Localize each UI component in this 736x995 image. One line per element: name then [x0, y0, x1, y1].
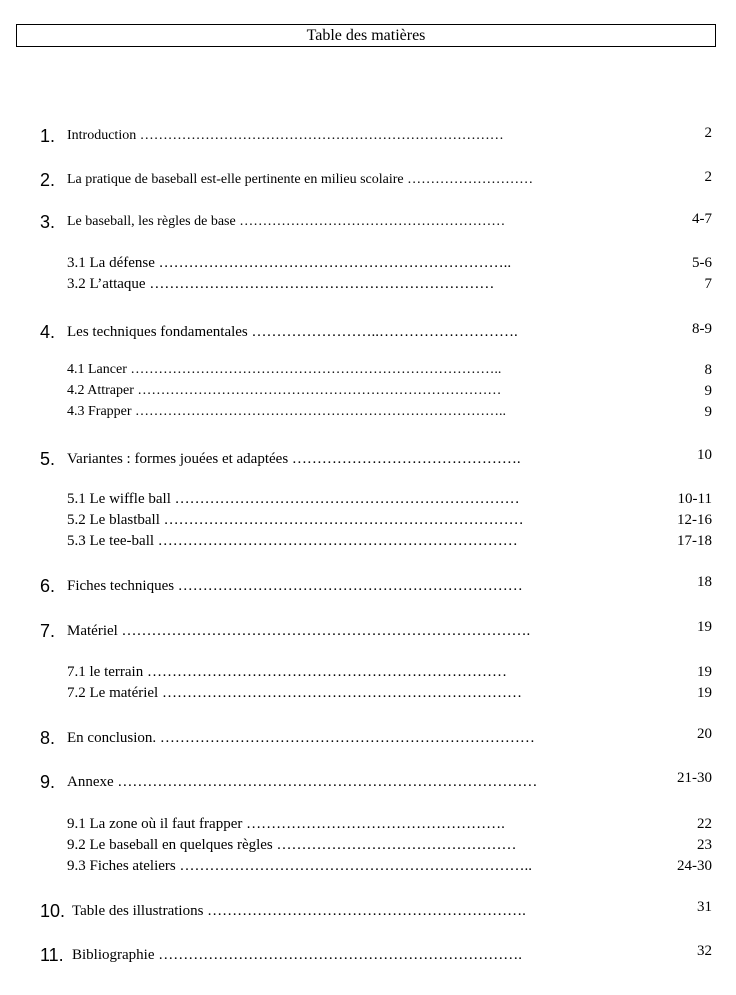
- toc-subentry-4-2[interactable]: [0, 381, 736, 403]
- entry-page: 22: [697, 816, 712, 832]
- toc-entry-6[interactable]: [0, 575, 736, 597]
- toc-entry-9[interactable]: [0, 771, 736, 793]
- entry-page: 7: [704, 276, 712, 292]
- entry-page: 4-7: [692, 211, 712, 227]
- entry-page: 9: [704, 383, 712, 399]
- toc-entry-2[interactable]: [0, 169, 736, 191]
- entry-title: 9.3 Fiches ateliers ……………………………………………………………..: [67, 858, 532, 874]
- entry-title: Matériel ……………………………………………………………………….: [67, 623, 531, 639]
- entry-title: Bibliographie ……………………………………………………………….: [72, 947, 522, 963]
- entry-number: 4.: [40, 322, 56, 342]
- entry-number: 11.: [40, 945, 64, 965]
- entry-page: 21-30: [677, 770, 712, 786]
- toc-entry-3[interactable]: [0, 211, 736, 233]
- entry-page: 12-16: [677, 512, 712, 528]
- entry-title: 7.2 Le matériel ………………………………………………………………: [67, 685, 522, 701]
- entry-title: Annexe …………………………………………………………………………: [67, 774, 538, 790]
- toc-subentry-9-2[interactable]: [0, 835, 736, 857]
- entry-page: 19: [697, 685, 712, 701]
- toc-subentry-7-1[interactable]: [0, 662, 736, 684]
- entry-title: 5.3 Le tee-ball ………………………………………………………………: [67, 533, 518, 549]
- entry-page: 10-11: [677, 491, 712, 507]
- entry-number: 5.: [40, 449, 56, 469]
- entry-title: En conclusion. …………………………………………………………………: [67, 730, 535, 746]
- entry-title: 4.2 Attraper ……………………………………………………………………: [67, 383, 502, 398]
- entry-page: 19: [697, 619, 712, 635]
- entry-title: 9.1 La zone où il faut frapper …………………………………………….: [67, 816, 505, 832]
- entry-page: 23: [697, 837, 712, 853]
- toc-subentry-5-2[interactable]: [0, 510, 736, 532]
- entry-number: 10.: [40, 901, 66, 921]
- entry-page: 24-30: [677, 858, 712, 874]
- toc-entry-5[interactable]: [0, 448, 736, 470]
- entry-title: 9.2 Le baseball en quelques règles …………………………………………: [67, 837, 517, 853]
- entry-title: Variantes : formes jouées et adaptées ……………………………………….: [67, 451, 521, 467]
- entry-page: 5-6: [692, 255, 712, 271]
- toc-subentry-3-1[interactable]: [0, 253, 736, 275]
- entry-page: 9: [704, 404, 712, 420]
- toc-entry-11[interactable]: [0, 944, 736, 966]
- entry-title: 3.1 La défense ……………………………………………………………..: [67, 255, 512, 271]
- entry-page: 17-18: [677, 533, 712, 549]
- toc-entry-1[interactable]: [0, 125, 736, 147]
- entry-number: 8.: [40, 728, 56, 748]
- entry-title: Introduction ……………………………………………………………………: [67, 128, 504, 143]
- entry-page: 8: [704, 362, 712, 378]
- entry-title: 5.1 Le wiffle ball ……………………………………………………………: [67, 491, 520, 507]
- entry-page: 32: [697, 943, 712, 959]
- entry-title: Table des illustrations ……………………………………………………….: [72, 903, 526, 919]
- entry-title: Les techniques fondamentales ……………………..……………………….: [67, 324, 518, 340]
- toc-subentry-5-1[interactable]: [0, 489, 736, 511]
- toc-subentry-4-1[interactable]: [0, 360, 736, 382]
- toc-title: Table des matières: [16, 24, 716, 47]
- toc-subentry-7-2[interactable]: [0, 683, 736, 705]
- entry-title: 4.3 Frapper ……………………………………………………………………..: [67, 404, 507, 419]
- entry-title: Le baseball, les règles de base …………………………………………………: [67, 214, 506, 229]
- toc-subentry-9-1[interactable]: [0, 814, 736, 836]
- entry-page: 2: [704, 125, 712, 141]
- entry-number: 6.: [40, 576, 56, 596]
- toc-subentry-3-2[interactable]: [0, 274, 736, 296]
- entry-title: Fiches techniques ……………………………………………………………: [67, 578, 523, 594]
- toc-subentry-9-3[interactable]: [0, 856, 736, 878]
- entry-title: 7.1 le terrain ………………………………………………………………: [67, 664, 507, 680]
- entry-title: 3.2 L’attaque ……………………………………………………………: [67, 276, 495, 292]
- entry-number: 3.: [40, 212, 56, 232]
- entry-page: 19: [697, 664, 712, 680]
- entry-page: 20: [697, 726, 712, 742]
- entry-page: 31: [697, 899, 712, 915]
- entry-page: 18: [697, 574, 712, 590]
- entry-page: 8-9: [692, 321, 712, 337]
- entry-number: 1.: [40, 126, 56, 146]
- toc-subentry-5-3[interactable]: [0, 531, 736, 553]
- toc-entry-4[interactable]: [0, 321, 736, 343]
- entry-title: 4.1 Lancer ……………………………………………………………………..: [67, 362, 502, 377]
- entry-number: 9.: [40, 772, 56, 792]
- entry-page: 2: [704, 169, 712, 185]
- toc-entry-8[interactable]: [0, 727, 736, 749]
- entry-number: 2.: [40, 170, 56, 190]
- entry-page: 10: [697, 447, 712, 463]
- entry-title: La pratique de baseball est-elle pertinente en milieu scolaire ………………………: [67, 172, 534, 187]
- entry-title: 5.2 Le blastball ………………………………………………………………: [67, 512, 524, 528]
- toc-subentry-4-3[interactable]: [0, 402, 736, 424]
- toc-entry-10[interactable]: [0, 900, 736, 922]
- toc-entry-7[interactable]: [0, 620, 736, 642]
- entry-number: 7.: [40, 621, 56, 641]
